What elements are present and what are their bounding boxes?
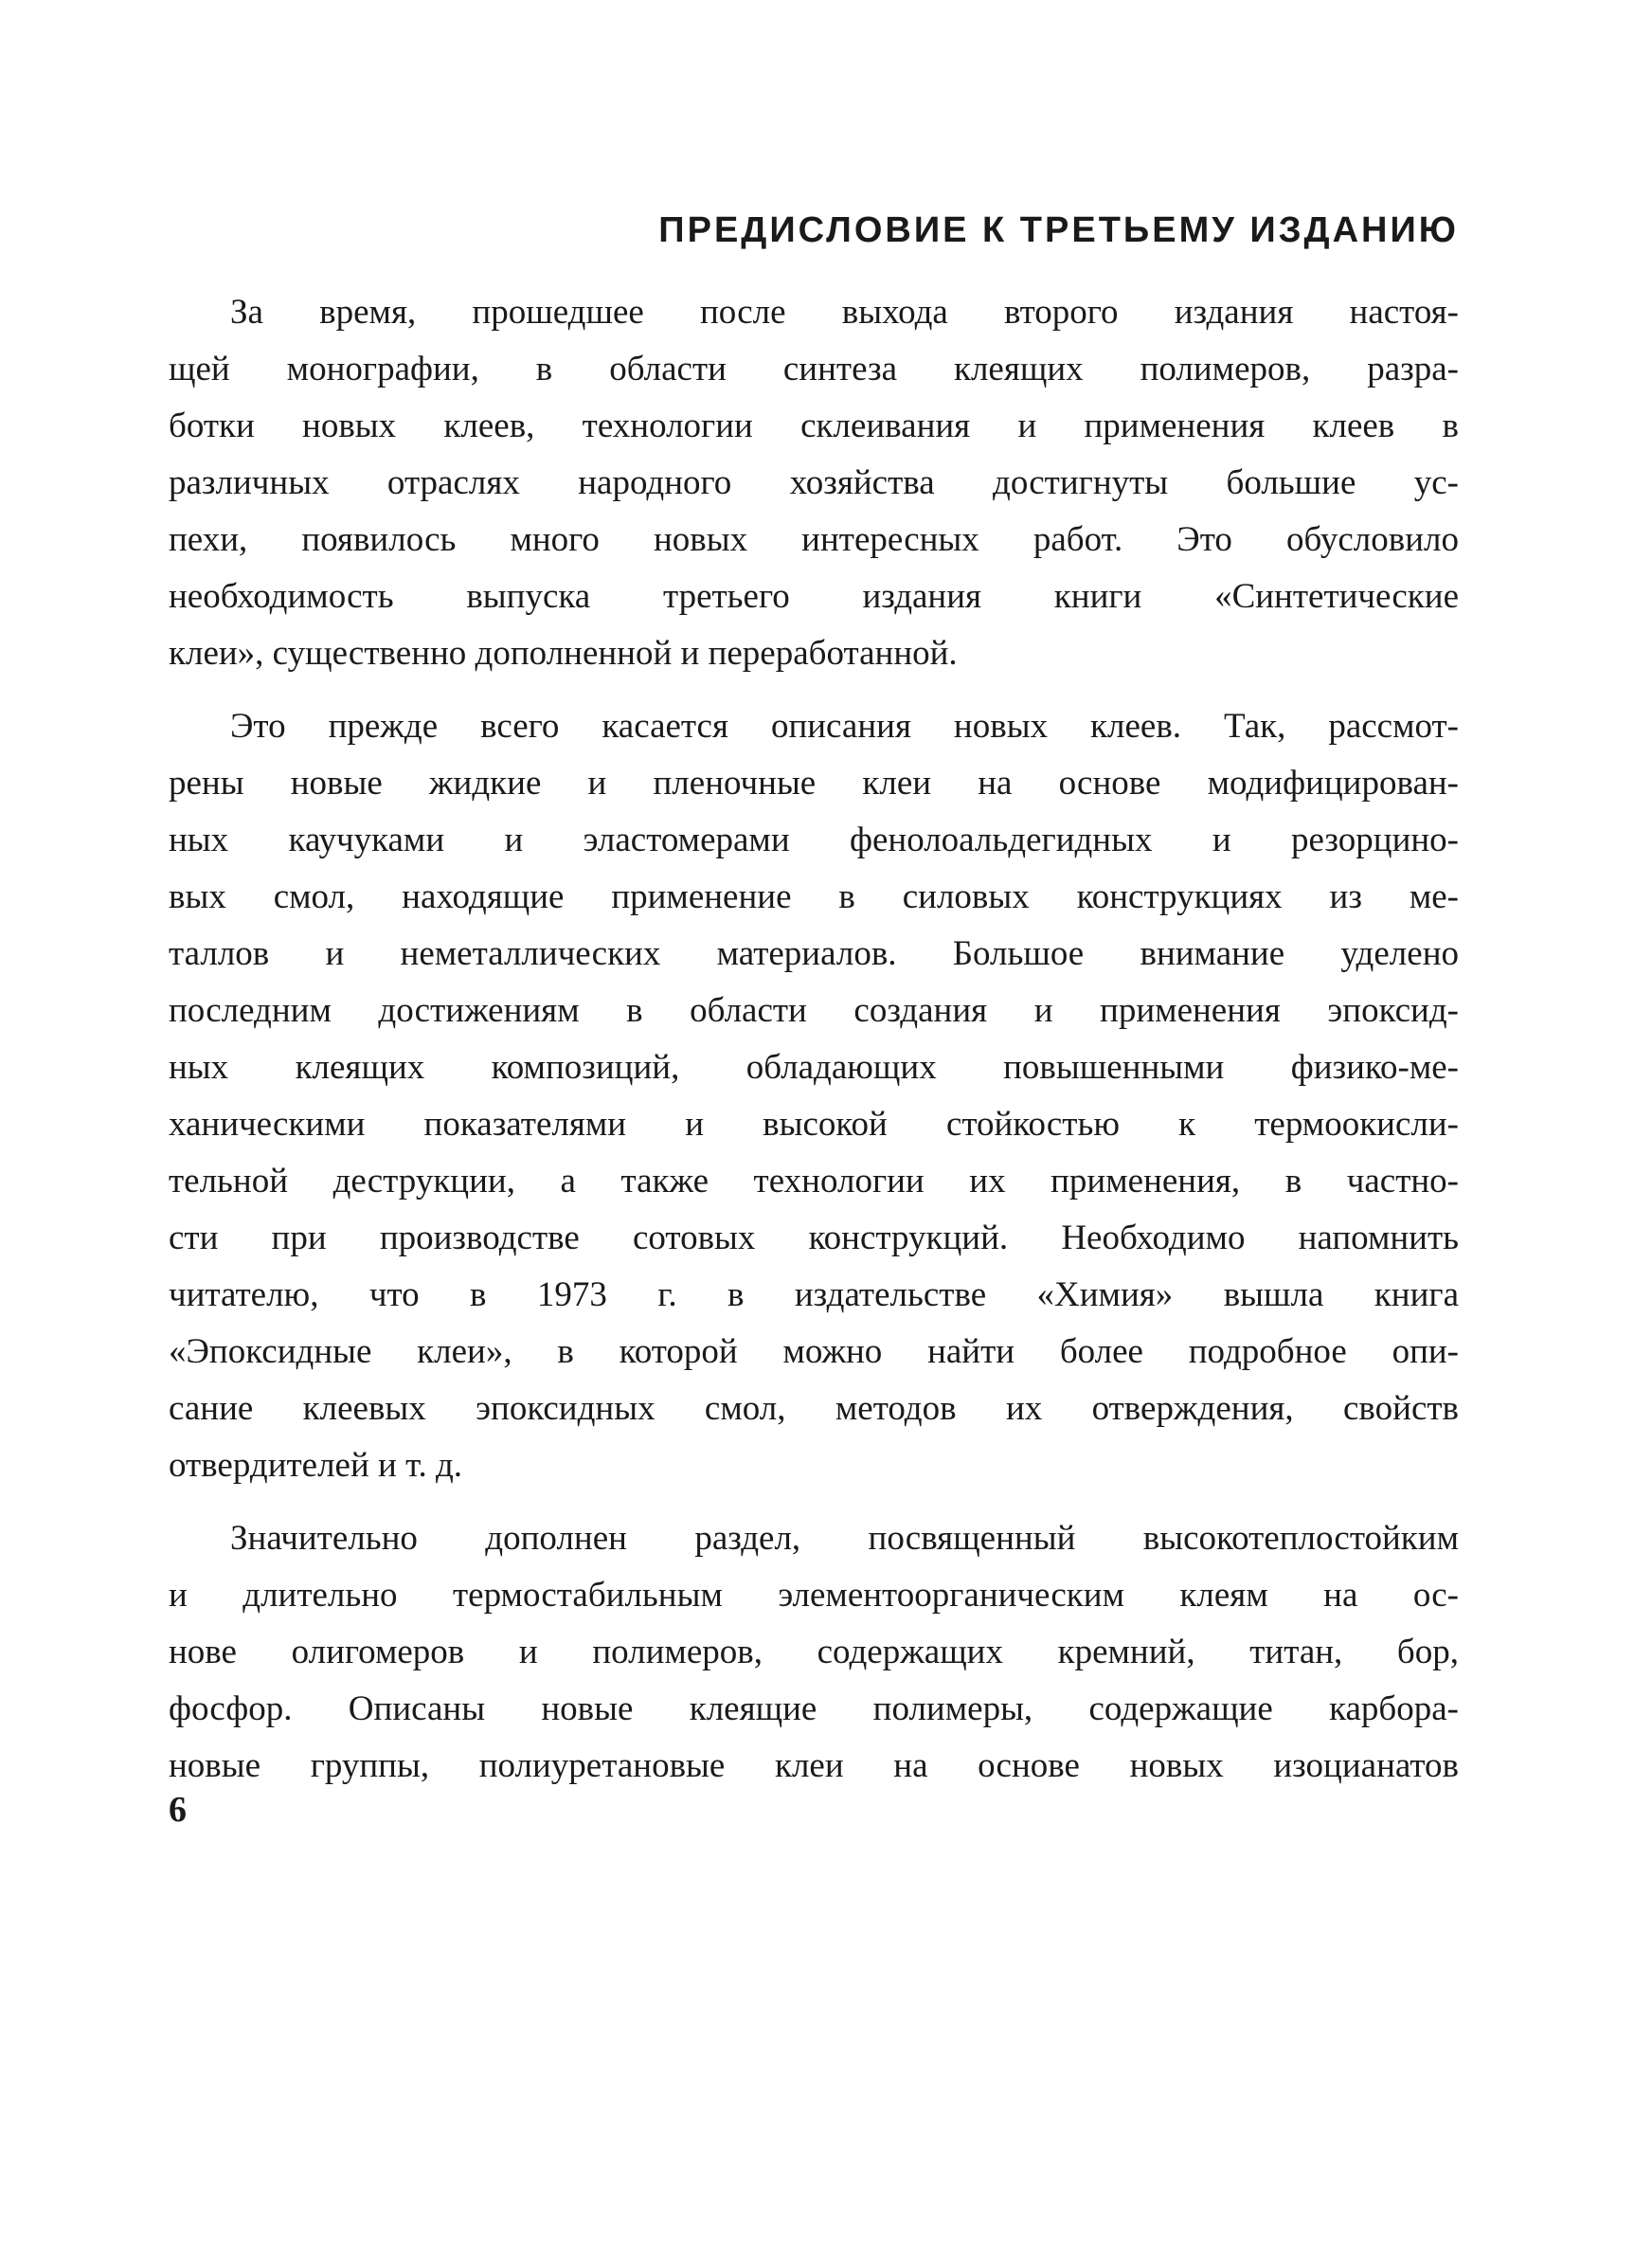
page-number: 6 bbox=[169, 1790, 187, 1830]
text-line: сти при производстве сотовых конструкций. Необходимо напомнить bbox=[169, 1219, 1459, 1257]
text-line: ботки новых клеев, технологии склеивания и применения клеев в bbox=[169, 406, 1459, 445]
paragraph-2 bbox=[169, 698, 1459, 1494]
text-line: «Эпоксидные клеи», в которой можно найти более подробное опи- bbox=[169, 1332, 1459, 1371]
text-line: Это прежде всего касается описания новых клеев. Так, рассмот- bbox=[230, 707, 1459, 746]
text-line: клеи», существенно дополненной и переработанной. bbox=[169, 634, 958, 673]
text-line: читателю, что в 1973 г. в издательстве «Химия» вышла книга bbox=[169, 1275, 1459, 1314]
text-line: таллов и неметаллических материалов. Большое внимание уделено bbox=[169, 934, 1459, 973]
text-line: ных каучуками и эластомерами фенолоальдегидных и резорцино- bbox=[169, 821, 1459, 859]
text-line: нове олигомеров и полимеров, содержащих кремний, титан, бор, bbox=[169, 1633, 1459, 1671]
text-line: отвердителей и т. д. bbox=[169, 1446, 463, 1485]
text-line: щей монографии, в области синтеза клеящих полимеров, разра- bbox=[169, 350, 1459, 388]
section-heading: ПРЕДИСЛОВИЕ К ТРЕТЬЕМУ ИЗДАНИЮ bbox=[658, 210, 1459, 250]
text-line: последним достижениям в области создания и применения эпоксид- bbox=[169, 991, 1459, 1030]
text-line: новые группы, полиуретановые клеи на основе новых изоцианатов bbox=[169, 1746, 1459, 1785]
text-line: За время, прошедшее после выхода второго издания настоя- bbox=[230, 293, 1459, 332]
text-line: различных отраслях народного хозяйства достигнуты большие ус- bbox=[169, 463, 1459, 502]
paragraph-1 bbox=[169, 284, 1459, 682]
text-line: фосфор. Описаны новые клеящие полимеры, содержащие карбора- bbox=[169, 1689, 1459, 1728]
text-line: и длительно термостабильным элементоорганическим клеям на ос- bbox=[169, 1576, 1459, 1615]
text-line: рены новые жидкие и пленочные клеи на основе модифицирован- bbox=[169, 764, 1459, 803]
body-text bbox=[169, 284, 1459, 1811]
text-line: ных клеящих композиций, обладающих повышенными физико-ме- bbox=[169, 1048, 1459, 1087]
paragraph-3 bbox=[169, 1510, 1459, 1795]
text-line: ханическими показателями и высокой стойкостью к термоокисли- bbox=[169, 1105, 1459, 1144]
text-line: пехи, появилось много новых интересных работ. Это обусловило bbox=[169, 520, 1459, 559]
text-line: Значительно дополнен раздел, посвященный высокотеплостойким bbox=[230, 1519, 1459, 1558]
text-line: тельной деструкции, а также технологии их применения, в частно- bbox=[169, 1162, 1459, 1201]
text-line: необходимость выпуска третьего издания книги «Синтетические bbox=[169, 577, 1459, 616]
text-line: вых смол, находящие применение в силовых конструкциях из ме- bbox=[169, 877, 1459, 916]
text-line: сание клеевых эпоксидных смол, методов их отверждения, свойств bbox=[169, 1389, 1459, 1428]
